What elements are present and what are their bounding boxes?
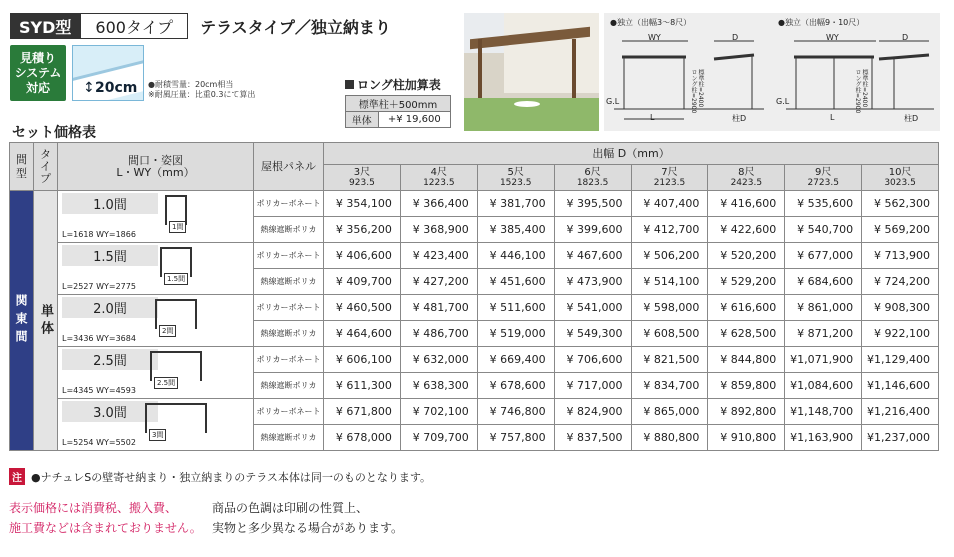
price-cell: ¥ 451,600 bbox=[477, 269, 554, 295]
frame-label: 1間 bbox=[169, 221, 186, 233]
depth-mm: 3023.5 bbox=[884, 177, 916, 188]
long-pillar-table bbox=[345, 76, 451, 128]
color-disclaimer-line-2: 実物と多少異なる場合があります。 bbox=[212, 521, 404, 535]
price-cell: ¥ 366,400 bbox=[400, 191, 477, 217]
price-cell: ¥ 464,600 bbox=[324, 321, 401, 347]
size-cell bbox=[58, 399, 254, 451]
price-cell: ¥ 865,000 bbox=[631, 399, 708, 425]
price-cell: ¥ 757,800 bbox=[477, 425, 554, 451]
price-cell: ¥1,163,900 bbox=[785, 425, 862, 451]
price-cell: ¥ 859,800 bbox=[708, 373, 785, 399]
price-cell: ¥ 837,500 bbox=[554, 425, 631, 451]
color-disclaimer-line-1: 商品の色調は印刷の性質上、 bbox=[212, 501, 369, 515]
wy-label-2: WY bbox=[826, 33, 839, 42]
note-mark: 注 bbox=[9, 468, 25, 485]
panel-cell: ポリカーボネート bbox=[254, 191, 324, 217]
long-pillar-row bbox=[346, 112, 451, 128]
price-cell: ¥ 671,800 bbox=[324, 399, 401, 425]
price-cell: ¥ 632,000 bbox=[400, 347, 477, 373]
long-pillar-row bbox=[346, 96, 451, 112]
panel-cell: 熱線遮断ポリカ bbox=[254, 269, 324, 295]
panel-cell: ポリカーボネート bbox=[254, 243, 324, 269]
size-dimensions: L=4345 WY=4593 bbox=[62, 386, 136, 395]
depth-header-cell bbox=[554, 165, 631, 191]
price-cell: ¥ 406,600 bbox=[324, 243, 401, 269]
price-cell: ¥ 910,800 bbox=[708, 425, 785, 451]
long-pillar-title-text: ロング柱加算表 bbox=[357, 78, 441, 92]
table-row bbox=[10, 191, 939, 217]
set-price-title: セット価格表 bbox=[12, 125, 96, 141]
snow-notes bbox=[148, 80, 255, 100]
price-cell: ¥ 724,200 bbox=[862, 269, 939, 295]
panel-cell: 熱線遮断ポリカ bbox=[254, 217, 324, 243]
size-name: 1.5間 bbox=[62, 245, 158, 266]
size-name: 2.5間 bbox=[62, 349, 158, 370]
price-disclaimer-line-2: 施工費などは含まれておりません。 bbox=[9, 521, 202, 535]
depth-mm: 1523.5 bbox=[499, 177, 532, 188]
frame-figure bbox=[165, 195, 187, 223]
gl-label-1: G.L bbox=[606, 97, 620, 106]
price-cell: ¥ 880,800 bbox=[631, 425, 708, 451]
size-dimensions: L=2527 WY=2775 bbox=[62, 282, 136, 291]
frame-label: 2.5間 bbox=[154, 377, 178, 389]
price-cell: ¥ 460,500 bbox=[324, 295, 401, 321]
frame-figure bbox=[145, 403, 207, 431]
long-pillar-title bbox=[345, 76, 451, 93]
price-cell: ¥ 412,700 bbox=[631, 217, 708, 243]
header-kenma bbox=[10, 143, 34, 191]
price-cell: ¥ 908,300 bbox=[862, 295, 939, 321]
price-table-body bbox=[10, 191, 939, 451]
header-size-text: 間口・姿図 L・WY（mm） bbox=[116, 153, 195, 179]
size-dimensions: L=1618 WY=1866 bbox=[62, 230, 136, 239]
panel-cell: 熱線遮断ポリカ bbox=[254, 425, 324, 451]
long-pillar-key: 標準柱＋500mm bbox=[346, 96, 451, 112]
price-cell: ¥ 616,600 bbox=[708, 295, 785, 321]
header-type-text: タイプ bbox=[40, 147, 51, 185]
price-cell: ¥ 606,100 bbox=[324, 347, 401, 373]
price-cell: ¥ 354,100 bbox=[324, 191, 401, 217]
frame-figure bbox=[150, 351, 202, 379]
gl-label-2: G.L bbox=[776, 97, 790, 106]
type-description: テラスタイプ／独立納まり bbox=[200, 17, 391, 37]
depth-shaku: 6尺 bbox=[584, 166, 601, 178]
table-row bbox=[10, 295, 939, 321]
price-cell: ¥ 598,000 bbox=[631, 295, 708, 321]
pillar-label-1: 柱D bbox=[732, 114, 747, 123]
price-cell: ¥ 385,400 bbox=[477, 217, 554, 243]
price-cell: ¥ 511,600 bbox=[477, 295, 554, 321]
size-label: 600タイプ bbox=[80, 13, 188, 39]
price-cell: ¥ 824,900 bbox=[554, 399, 631, 425]
panel-cell: 熱線遮断ポリカ bbox=[254, 373, 324, 399]
table-row bbox=[10, 243, 939, 269]
price-cell: ¥ 844,800 bbox=[708, 347, 785, 373]
depth-mm: 1223.5 bbox=[423, 177, 455, 188]
price-cell: ¥ 529,200 bbox=[708, 269, 785, 295]
price-cell: ¥ 427,200 bbox=[400, 269, 477, 295]
price-cell: ¥ 628,500 bbox=[708, 321, 785, 347]
size-name: 2.0間 bbox=[62, 297, 158, 318]
price-cell: ¥ 713,900 bbox=[862, 243, 939, 269]
panel-cell: ポリカーボネート bbox=[254, 295, 324, 321]
snow-load-icon bbox=[72, 45, 144, 101]
panel-cell: 熱線遮断ポリカ bbox=[254, 321, 324, 347]
price-cell: ¥ 481,700 bbox=[400, 295, 477, 321]
price-cell: ¥ 473,900 bbox=[554, 269, 631, 295]
price-cell: ¥ 368,900 bbox=[400, 217, 477, 243]
depth-shaku: 4尺 bbox=[430, 166, 447, 178]
price-cell: ¥ 409,700 bbox=[324, 269, 401, 295]
snow-note-1: ●耐積雪量：20cm相当 bbox=[148, 80, 234, 89]
snow-note-2: ※耐風圧量：比重0.3にて算出 bbox=[148, 90, 256, 99]
header-depth: 出幅 D（mm） bbox=[324, 143, 939, 165]
price-cell: ¥ 669,400 bbox=[477, 347, 554, 373]
price-cell: ¥ 486,700 bbox=[400, 321, 477, 347]
price-cell: ¥ 356,200 bbox=[324, 217, 401, 243]
price-cell: ¥1,084,600 bbox=[785, 373, 862, 399]
long-pillar-key: 単体 bbox=[346, 112, 379, 128]
frame-label: 1.5間 bbox=[164, 273, 188, 285]
height-label-2: 標準柱=2400 ロング柱=2900 bbox=[854, 69, 868, 114]
price-cell: ¥ 892,800 bbox=[708, 399, 785, 425]
price-cell: ¥ 717,000 bbox=[554, 373, 631, 399]
diagram-caption-2: ●独立（出幅9・10尺） bbox=[778, 18, 865, 27]
panel-cell: ポリカーボネート bbox=[254, 399, 324, 425]
price-cell: ¥ 678,600 bbox=[477, 373, 554, 399]
size-cell bbox=[58, 243, 254, 295]
estimate-system-badge bbox=[10, 45, 66, 101]
height-label-1: 標準柱=2400 ロング柱=2900 bbox=[690, 69, 704, 114]
size-cell bbox=[58, 347, 254, 399]
size-name: 3.0間 bbox=[62, 401, 158, 422]
price-cell: ¥ 746,800 bbox=[477, 399, 554, 425]
long-pillar-value: +¥ 19,600 bbox=[378, 112, 450, 128]
price-cell: ¥ 520,200 bbox=[708, 243, 785, 269]
price-cell: ¥ 608,500 bbox=[631, 321, 708, 347]
model-label: SYD型 bbox=[10, 13, 80, 39]
depth-mm: 2123.5 bbox=[653, 177, 686, 188]
depth-shaku: 5尺 bbox=[507, 166, 524, 178]
price-cell: ¥ 611,300 bbox=[324, 373, 401, 399]
size-dimensions: L=5254 WY=5502 bbox=[62, 438, 136, 447]
depth-mm: 2723.5 bbox=[807, 177, 839, 188]
price-cell: ¥ 506,200 bbox=[631, 243, 708, 269]
size-cell bbox=[58, 191, 254, 243]
price-cell: ¥ 446,100 bbox=[477, 243, 554, 269]
group-cell: 関東間 bbox=[10, 191, 34, 451]
price-cell: ¥ 540,700 bbox=[785, 217, 862, 243]
pillar-label-2: 柱D bbox=[904, 114, 919, 123]
price-cell: ¥ 395,500 bbox=[554, 191, 631, 217]
price-cell: ¥1,216,400 bbox=[862, 399, 939, 425]
product-header bbox=[10, 13, 391, 39]
long-pillar-grid bbox=[345, 95, 451, 128]
color-disclaimer bbox=[212, 498, 403, 538]
price-cell: ¥ 399,600 bbox=[554, 217, 631, 243]
table-header-row bbox=[10, 143, 939, 165]
badge-text: 見積り システム 対応 bbox=[14, 50, 62, 95]
depth-mm: 2423.5 bbox=[730, 177, 763, 188]
frame-label: 2間 bbox=[159, 325, 176, 337]
price-cell: ¥ 678,000 bbox=[324, 425, 401, 451]
price-cell: ¥1,129,400 bbox=[862, 347, 939, 373]
size-name: 1.0間 bbox=[62, 193, 158, 214]
price-cell: ¥ 416,600 bbox=[708, 191, 785, 217]
price-cell: ¥1,237,000 bbox=[862, 425, 939, 451]
price-cell: ¥ 677,000 bbox=[785, 243, 862, 269]
price-cell: ¥ 861,000 bbox=[785, 295, 862, 321]
price-cell: ¥ 922,100 bbox=[862, 321, 939, 347]
diagram-caption-1: ●独立（出幅3～8尺） bbox=[610, 18, 692, 27]
depth-header-cell bbox=[862, 165, 939, 191]
price-cell: ¥1,146,600 bbox=[862, 373, 939, 399]
price-cell: ¥ 569,200 bbox=[862, 217, 939, 243]
d-label-2: D bbox=[902, 33, 909, 42]
snow-depth-label: 20cm bbox=[95, 80, 138, 96]
depth-header-cell bbox=[324, 165, 401, 191]
depth-shaku: 7尺 bbox=[661, 166, 678, 178]
type-cell: 単体 bbox=[34, 191, 58, 451]
price-cell: ¥1,071,900 bbox=[785, 347, 862, 373]
table-row bbox=[10, 347, 939, 373]
l-label-2: L bbox=[830, 113, 835, 122]
depth-header-cell bbox=[477, 165, 554, 191]
price-cell: ¥ 706,600 bbox=[554, 347, 631, 373]
price-cell: ¥ 562,300 bbox=[862, 191, 939, 217]
dimension-diagram bbox=[604, 13, 940, 131]
depth-mm: 1823.5 bbox=[576, 177, 609, 188]
price-cell: ¥ 381,700 bbox=[477, 191, 554, 217]
frame-figure bbox=[160, 247, 192, 275]
header-panel: 屋根パネル bbox=[254, 143, 324, 191]
wy-label-1: WY bbox=[648, 33, 661, 42]
frame-label: 3間 bbox=[149, 429, 166, 441]
depth-header-cell bbox=[785, 165, 862, 191]
d-label-1: D bbox=[732, 33, 739, 42]
price-disclaimer-line-1: 表示価格には消費税、搬入費、 bbox=[9, 501, 178, 515]
photo-table bbox=[514, 101, 540, 107]
note-text: ●ナチュレSの壁寄せ納まり・独立納まりのテラス本体は同一のものとなります。 bbox=[31, 470, 432, 484]
price-cell: ¥ 709,700 bbox=[400, 425, 477, 451]
l-label-1: L bbox=[650, 113, 655, 122]
price-cell: ¥ 684,600 bbox=[785, 269, 862, 295]
price-cell: ¥ 407,400 bbox=[631, 191, 708, 217]
header-size bbox=[58, 143, 254, 191]
price-cell: ¥ 821,500 bbox=[631, 347, 708, 373]
depth-shaku: 3尺 bbox=[353, 166, 371, 178]
price-cell: ¥ 519,000 bbox=[477, 321, 554, 347]
price-cell: ¥ 834,700 bbox=[631, 373, 708, 399]
price-cell: ¥ 467,600 bbox=[554, 243, 631, 269]
price-cell: ¥ 423,400 bbox=[400, 243, 477, 269]
price-cell: ¥ 638,300 bbox=[400, 373, 477, 399]
square-bullet-icon bbox=[345, 80, 354, 89]
note-line bbox=[9, 468, 431, 485]
depth-mm: 923.5 bbox=[349, 177, 375, 188]
price-cell: ¥ 702,100 bbox=[400, 399, 477, 425]
frame-figure bbox=[155, 299, 197, 327]
price-table bbox=[9, 142, 939, 451]
size-cell bbox=[58, 295, 254, 347]
price-disclaimer bbox=[9, 498, 202, 538]
size-dimensions: L=3436 WY=3684 bbox=[62, 334, 136, 343]
price-cell: ¥ 514,100 bbox=[631, 269, 708, 295]
price-cell: ¥ 422,600 bbox=[708, 217, 785, 243]
panel-cell: ポリカーボネート bbox=[254, 347, 324, 373]
price-cell: ¥ 541,000 bbox=[554, 295, 631, 321]
product-photo bbox=[464, 13, 599, 131]
price-cell: ¥1,148,700 bbox=[785, 399, 862, 425]
header-type bbox=[34, 143, 58, 191]
price-cell: ¥ 871,200 bbox=[785, 321, 862, 347]
depth-header-cell bbox=[400, 165, 477, 191]
depth-shaku: 8尺 bbox=[738, 166, 755, 178]
depth-header-cell bbox=[631, 165, 708, 191]
depth-shaku: 9尺 bbox=[815, 166, 832, 178]
price-cell: ¥ 549,300 bbox=[554, 321, 631, 347]
depth-header-cell bbox=[708, 165, 785, 191]
photo-house bbox=[504, 13, 599, 93]
table-row bbox=[10, 399, 939, 425]
price-cell: ¥ 535,600 bbox=[785, 191, 862, 217]
header-kenma-text: 間型 bbox=[16, 152, 27, 180]
depth-shaku: 10尺 bbox=[888, 166, 912, 178]
snow-depth-arrow-icon: ↕ bbox=[83, 80, 95, 96]
